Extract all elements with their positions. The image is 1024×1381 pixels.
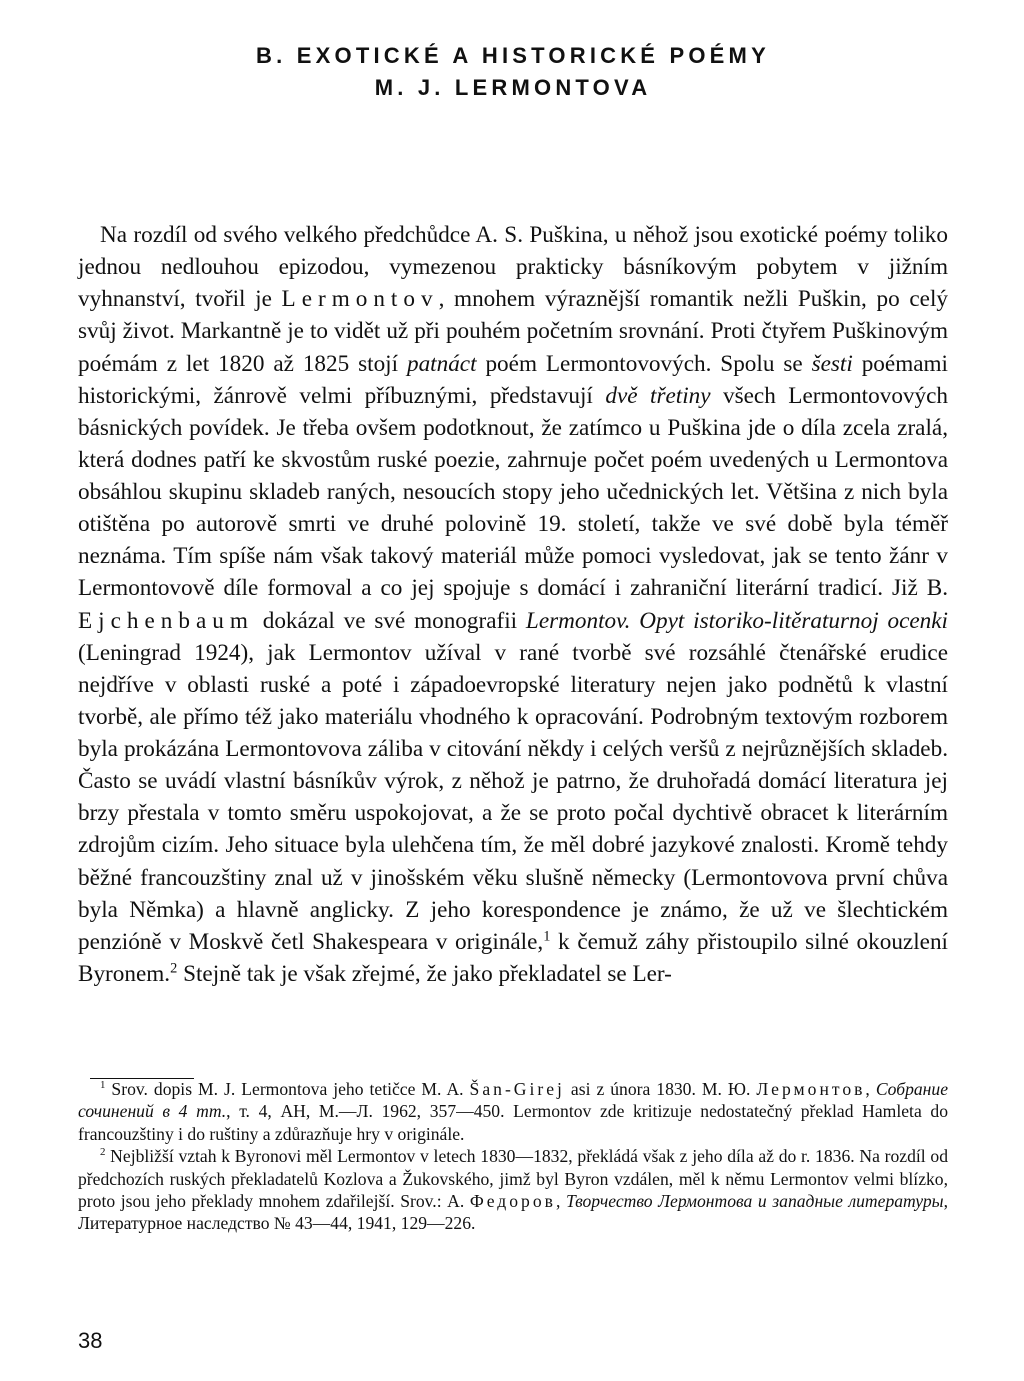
body-text-run: dokázal ve své monografii [253, 607, 526, 634]
footnote-2 [78, 1145, 948, 1235]
italic-patnact: patnáct [406, 350, 477, 377]
italic-title-ru: Творчество Лермонтова и западные литературы [565, 1191, 944, 1212]
footnote-ref-2: 2 [170, 960, 178, 977]
footnote-text: , [865, 1079, 876, 1099]
footnote-text: Srov. dopis M. J. Lermontova jeho tetičce M. A. [105, 1079, 470, 1099]
spaced-name-ejchenbaum: Ejchenbaum [78, 607, 254, 634]
spaced-name-lermontov: Lermontov [281, 286, 439, 313]
body-text-run: k čemuž záhy přistoupilo silné okouzlení Byronem. [78, 928, 948, 987]
footnote-marker-2: 2 [100, 1146, 106, 1159]
body-text-run: Na rozdíl od svého velkého předchůdce A. S. Puškina, u něhož jsou exotické poémy toliko jednou nedlouhou epizodou, vymezenou prakticky básníkovým pobytem v jižním vyhnanství, tvořil je [78, 222, 948, 313]
footnote-ref-1: 1 [543, 928, 551, 945]
footnote-text: asi z února 1830. M. Ю. [564, 1079, 757, 1099]
spaced-author-ru: Федоров [469, 1191, 556, 1212]
body-text-run: Stejně tak je však zřejmé, že jako překladatel se Ler- [177, 960, 672, 987]
chapter-heading-line-2: M. J. LERMONTOVA [374, 75, 652, 100]
footnote-text: , Литературное наследство № 43—44, 1941, 129—226. [78, 1191, 949, 1234]
footnotes [78, 1078, 948, 1235]
spaced-author-ru: Лермонтов [756, 1079, 866, 1099]
body-paragraph [78, 219, 948, 990]
body-text-run: všech Lermontovových básnických povídek. Je třeba ovšem podotknout, že zatímco u Puškina jde o díla zcela zralá, která dodnes patří ke skvostům ruské poezie, zahrnuje počet poém uvedených u Lermontova obsáhlou skupinu skladeb raných, nesoucích stopy jeho učednických let. Většina z nich byla otištěna po autorově smrti ve druhé polovině 19. století, takže ve své době byla téměř neznáma. Tím spíše nám však takový materiál může pomoci vysledovat, jak se tento žánr v Lermontovově díle formoval a co jej spojuje s domácí i zahraniční literární tradicí. Již B. [78, 382, 948, 602]
body-text-run: (Leningrad 1924), jak Lermontov užíval v rané tvorbě své rozsáhlé čtenářské erudice nejdříve v oblasti ruské a poté i západoevropské literatury nejen jako podnětů k vlastní tvorbě, ale přímo též jako materiálu vhodného k opracování. Podrobným textovým rozborem byla prokázána Lermontovova záliba v citování někdy i celých veršů z nejrůznějších skladeb. Často se uvádí vlastní básníkův výrok, z něhož je patrno, že druhořadá domácí literatura jej brzy přestala v tomto směru uspokojovat, a že se proto počal dychtivě obracet k literárním zdrojům cizím. Jeho situace byla ulehčena tím, že měl dobré jazykové znalosti. Kromě tehdy běžné francouzštiny znal už v jinošském věku slušně německy (Lermontovova první chůva byla Němka) a hlavně anglicky. Z jeho korespondence je známo, že už ve šlechtickém penzióně v Moskvě četl Shakespeara v originále, [78, 639, 948, 955]
footnote-text: , [555, 1191, 566, 1212]
page-number: 38 [78, 1328, 103, 1353]
body-text-run: poém Lermontovových. Spolu se [476, 350, 812, 377]
italic-title-ru: Собрание сочинений в 4 тт. [78, 1079, 949, 1122]
body-text-run: , mnohem výraznější romantik nežli Puškin, po celý svůj život. Markantně je to vidět už při pouhém početním srovnání. Proti čtyřem Puškinovým poémám z let 1820 až 1825 stojí [78, 286, 948, 377]
chapter-heading-line-1: B. EXOTICKÉ A HISTORICKÉ POÉMY [256, 43, 770, 68]
italic-sesti: šesti [811, 350, 853, 377]
page [78, 0, 948, 1381]
footnote-text: , т. 4, АН, М.—Л. 1962, 357—450. Lermontov zde kritizuje nedostatečný překlad Hamleta do francouzštiny i do ruštiny a zdůrazňuje hry v originále. [78, 1101, 948, 1144]
spaced-name-shan-girej: Šan-Girej [469, 1079, 565, 1099]
footnote-1 [78, 1078, 948, 1145]
footnote-marker-1: 1 [100, 1079, 106, 1092]
body-text-run: poémami historickými, žánrově velmi příbuznými, představují [78, 350, 948, 409]
footnote-text: Nejbližší vztah k Byronovi měl Lermontov v letech 1830—1832, překládá však z jeho díla až do r. 1836. Na rozdíl od předchozích ruských překladatelů Kozlova a Žukovského, jimž byl Byron vzdálen, měl k němu Lermontov velmi blízko, proto jsou jeho překlady mnohem zdařilejší. Srov.: А. [78, 1146, 948, 1212]
italic-dve-tretiny: dvě třetiny [605, 382, 711, 409]
chapter-heading [78, 40, 948, 104]
italic-monograph-title: Lermontov. Opyt istoriko-litěraturnoj ocenki [525, 607, 948, 634]
